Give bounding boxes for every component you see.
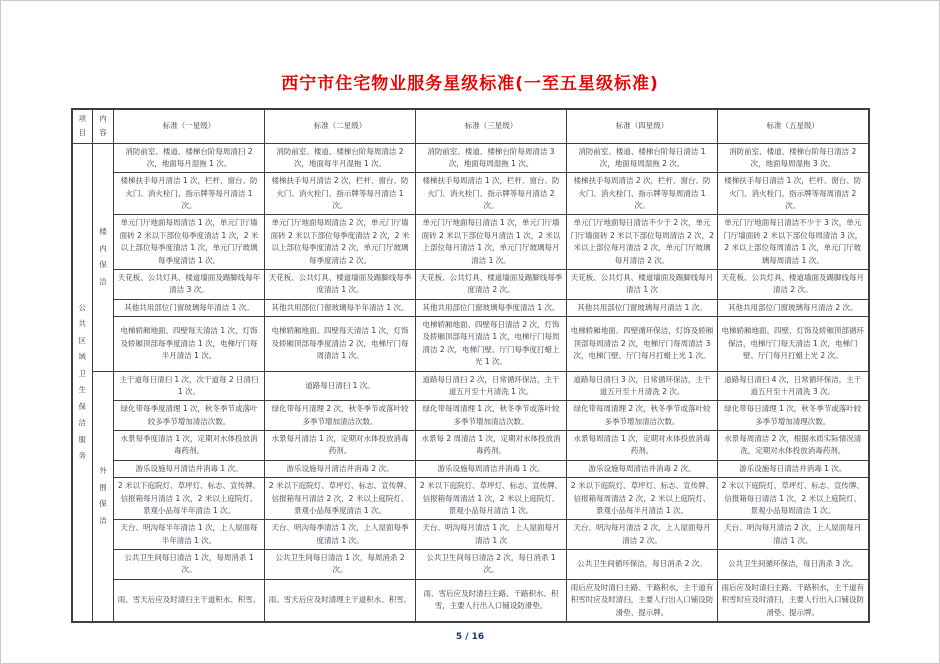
standard-cell: 天花板、公共灯具、楼道墙面及踢脚线每月清洁 1 次 bbox=[567, 269, 718, 299]
table-row bbox=[72, 478, 869, 520]
standard-cell: 2 米以下庭院灯、草坪灯、标志、宣传牌、信报箱每周清洁 1 次，2 米以上庭院灯、景观小品每月清洁 1 次。 bbox=[416, 478, 567, 520]
standard-cell: 其他共用部位门窗玻璃每季度清洁 1 次。 bbox=[416, 299, 567, 316]
table-row bbox=[72, 173, 869, 215]
standard-cell: 单元门厅地面每周清洁 2 次，单元门厅墙面砖 2 米以下部位每季度清洁 2 次，2 米以上部位每季度清洁 2 次，单元门厅玻璃每季度清洁 2 次。 bbox=[265, 215, 416, 270]
table-row bbox=[72, 317, 869, 372]
standard-cell: 单元门厅地面每日清洁 1 次，单元门厅墙面砖 2 米以下部位每月清洁 1 次，2 米以上部位每月清洁 1 次，单元门厅玻璃每月清洁 1 次。 bbox=[416, 215, 567, 270]
standard-cell: 天台、明沟每月清洁 2 次，上人屋面每月清洁 1 次。 bbox=[718, 520, 869, 550]
standard-cell: 雨、雪后应及时清扫主路、干路积水、积雪，主要人行出入口铺设防滑垫。 bbox=[416, 579, 567, 622]
document-title: 西宁市住宅物业服务星级标准(一至五星级标准) bbox=[281, 74, 659, 94]
standard-cell: 消防前室、楼道、楼梯台阶每日清洁 2 次，地面每周湿拖 3 次。 bbox=[718, 143, 869, 173]
standard-cell: 雨后应及时清扫主路、干路积水，主干道有积雪时应及时清扫，主要人行出入口铺设防滑垫、提示牌。 bbox=[718, 579, 869, 622]
standard-cell: 消防前室、楼道、楼梯台阶每日清洁 1 次，地面每周湿拖 2 次。 bbox=[567, 143, 718, 173]
standard-cell: 电梯轿厢地面、四壁每天清洁 1 次，灯饰及轿厢顶部每季度清洁 1 次，电梯厅门每半月清洁 1 次。 bbox=[114, 317, 265, 372]
standards-table bbox=[71, 108, 870, 623]
standard-cell: 电梯轿厢地面、四壁每天清洁 1 次，灯饰及轿厢顶部每季度清洁 2 次，电梯厅门每周清洁 1 次。 bbox=[265, 317, 416, 372]
standard-cell: 公共卫生间每日清洁 1 次，每周消杀 2 次。 bbox=[265, 550, 416, 580]
page-number: 5 / 16 bbox=[455, 631, 485, 642]
header-star2: 标准（二星级） bbox=[265, 109, 416, 143]
standard-cell: 水景每周清洁 1 次，定期对水体投放消毒药剂。 bbox=[567, 431, 718, 461]
standard-cell: 天台、明沟每季清洁 1 次，上人屋面每季度清洁 1 次。 bbox=[265, 520, 416, 550]
standard-cell: 其他共用部位门窗玻璃每年清洁 1 次。 bbox=[114, 299, 265, 316]
standard-cell: 公共卫生间循环保洁，每日消杀 3 次。 bbox=[718, 550, 869, 580]
standard-cell: 楼梯扶手每日清洁 1 次，栏杆、窗台、防火门、消火栓门、指示牌等每周清洁 2 次。 bbox=[718, 173, 869, 215]
standard-cell: 水景每 2 周清洁 1 次，定期对水体投放消毒药剂。 bbox=[416, 431, 567, 461]
table-row bbox=[72, 550, 869, 580]
header-star4: 标准（四星级） bbox=[567, 109, 718, 143]
standard-cell: 绿化带每季度清理 1 次，秋冬季节或落叶较多季节增加清洁次数。 bbox=[114, 401, 265, 431]
standard-cell: 绿化带每周清理 1 次，秋冬季节或落叶较多季节增加清洁次数。 bbox=[416, 401, 567, 431]
standard-cell: 楼梯扶手每周清洁 2 次，栏杆、窗台、防火门、消火栓门、指示牌等每周清洁 1 次。 bbox=[567, 173, 718, 215]
standard-cell: 雨、雪天后应及时清理主干道积水、积雪。 bbox=[265, 579, 416, 622]
standard-cell: 消防前室、楼道、楼梯台阶每周清洁 3 次，地面每周湿拖 1 次。 bbox=[416, 143, 567, 173]
section-label-cell-indoor bbox=[93, 143, 114, 371]
standard-cell: 电梯轿厢地面、四壁循环保洁，灯饰及轿厢顶部每周清洁 2 次，电梯厅门每周清洁 3 次，电梯门壁、厅门每月打蜡上光 1 次。 bbox=[567, 317, 718, 372]
table-row bbox=[72, 520, 869, 550]
project-label-cell bbox=[72, 143, 93, 622]
header-star1: 标准（一星级） bbox=[114, 109, 265, 143]
standard-cell: 消防前室、楼道、楼梯台阶每周清扫 2 次，地面每月湿拖 1 次。 bbox=[114, 143, 265, 173]
table-row bbox=[72, 579, 869, 622]
standard-cell: 天花板、公共灯具、楼道墙面及踢脚线每季度清洁 2 次。 bbox=[416, 269, 567, 299]
standard-cell: 游乐设施每月清洁并消毒 1 次。 bbox=[114, 460, 265, 477]
project-label: 公共区域卫生保洁服务 bbox=[78, 302, 86, 461]
table-row bbox=[72, 401, 869, 431]
standard-cell: 水景每周清洁 2 次，根据水质实际情况清洗，定期对水体投放消毒药剂。 bbox=[718, 431, 869, 461]
standard-cell: 道路每日清扫 1 次。 bbox=[265, 371, 416, 401]
standard-cell: 2 米以下庭院灯、草坪灯、标志、宣传牌、信报箱每月清洁 2 次，2 米以上庭院灯、景观小品每季度清洁 1 次。 bbox=[265, 478, 416, 520]
standard-cell: 其他共用部位门窗玻璃每月清洁 1 次。 bbox=[567, 299, 718, 316]
standard-cell: 公共卫生间循环保洁，每日消杀 2 次。 bbox=[567, 550, 718, 580]
table-row bbox=[72, 143, 869, 173]
table-row bbox=[72, 371, 869, 401]
standard-cell: 绿化带每月清理 2 次，秋冬季节或落叶较多季节增加清洁次数。 bbox=[265, 401, 416, 431]
standard-cell: 天台、明沟每半年清洁 1 次，上人屋面每半年清洁 1 次。 bbox=[114, 520, 265, 550]
standard-cell: 2 米以下庭院灯、草坪灯、标志、宣传牌、信报箱每周清洁 2 次，2 米以上庭院灯、景观小品每半月清洁 1 次。 bbox=[567, 478, 718, 520]
section-label-outdoor: 外围保洁 bbox=[99, 466, 107, 525]
standard-cell: 游乐设施每周清洁并消毒 2 次。 bbox=[567, 460, 718, 477]
table-row bbox=[72, 460, 869, 477]
standard-cell: 天花板、公共灯具、楼道墙面及踢脚线每季度清洁 1 次。 bbox=[265, 269, 416, 299]
standard-cell: 2 米以下庭院灯、草坪灯、标志、宣传牌、信报箱每日清洁 1 次，2 米以上庭院灯、景观小品每周清洁 1 次。 bbox=[718, 478, 869, 520]
standard-cell: 公共卫生间每日清洁 2 次，每日消杀 1 次。 bbox=[416, 550, 567, 580]
standard-cell: 其他共用部位门窗玻璃每月清洁 2 次。 bbox=[718, 299, 869, 316]
standard-cell: 楼梯扶手每月清洁 2 次，栏杆、窗台、防火门、消火栓门、指示牌等每月清洁 1 次。 bbox=[265, 173, 416, 215]
standard-cell: 其他共用部位门窗玻璃每半年清洁 1 次。 bbox=[265, 299, 416, 316]
standard-cell: 2 米以下庭院灯、草坪灯、标志、宣传牌、信报箱每月清洁 1 次，2 米以上庭院灯、景观小品每半年清洁 1 次。 bbox=[114, 478, 265, 520]
standard-cell: 绿化带每日清理 1 次，秋冬季节或落叶较多季节增加清理次数。 bbox=[718, 401, 869, 431]
standard-cell: 单元门厅地面每周清洁 1 次，单元门厅墙面砖 2 米以下部位每季度清洁 1 次，2 米以上部位每季度清洁 1 次，单元门厅玻璃每季度清洁 1 次。 bbox=[114, 215, 265, 270]
header-project-label: 项目 bbox=[78, 114, 86, 138]
header-row bbox=[72, 109, 869, 143]
standard-cell: 消防前室、楼道、楼梯台阶每周清洁 2 次，地面每半月湿拖 1 次。 bbox=[265, 143, 416, 173]
header-content bbox=[93, 109, 114, 143]
standard-cell: 天台、明沟每月清洁 2 次，上人屋面每月清洁 2 次。 bbox=[567, 520, 718, 550]
standard-cell: 道路每日清扫 3 次，日常循环保洁，主干道五月至十月清洗 2 次。 bbox=[567, 371, 718, 401]
standard-cell: 雨、雪天后应及时清扫主干道积水、积雪。 bbox=[114, 579, 265, 622]
standard-cell: 楼梯扶手每周清洁 1 次，栏杆、窗台、防火门、消火栓门、指示牌等每月清洁 2 次。 bbox=[416, 173, 567, 215]
table-row bbox=[72, 269, 869, 299]
standard-cell: 游乐设施每周清洁并消毒 1 次。 bbox=[416, 460, 567, 477]
standard-cell: 绿化带每周清理 2 次，秋冬季节或落叶较多季节增加清洁次数。 bbox=[567, 401, 718, 431]
standard-cell: 水景每月清洁 1 次，定期对水体投放消毒药剂。 bbox=[265, 431, 416, 461]
standard-cell: 单元门厅地面每日清洁不少于 2 次，单元门厅墙面砖 2 米以下部位每周清洁 2 次，2 米以上部位每月清洁 2 次，单元门厅玻璃每月清洁 2 次。 bbox=[567, 215, 718, 270]
standard-cell: 楼梯扶手每月清洁 1 次，栏杆、窗台、防火门、消火栓门、指示牌等每月清洁 1 次。 bbox=[114, 173, 265, 215]
standard-cell: 天台、明沟每月清洁 1 次，上人屋面每月清洁 1 次 bbox=[416, 520, 567, 550]
standard-cell: 电梯轿厢地面、四壁每日清洁 2 次，灯饰及轿厢顶部每月清洁 1 次，电梯厅门每周清洁 2 次，电梯门壁、厅门每季度打蜡上光 1 次。 bbox=[416, 317, 567, 372]
table-row bbox=[72, 299, 869, 316]
standard-cell: 游乐设施每月清洁并消毒 2 次。 bbox=[265, 460, 416, 477]
standard-cell: 电梯轿厢地面、四壁、灯饰及轿厢顶部循环保洁，电梯厅门每天清洁 1 次，电梯门壁、厅门每月打蜡上光 2 次。 bbox=[718, 317, 869, 372]
table-row bbox=[72, 431, 869, 461]
standard-cell: 天花板、公共灯具、楼道墙面及踢脚线每月清洁 2 次。 bbox=[718, 269, 869, 299]
table-row bbox=[72, 215, 869, 270]
standard-cell: 道路每日清扫 2 次，日常循环保洁，主干道五月至十月清洗 1 次。 bbox=[416, 371, 567, 401]
standard-cell: 天花板、公共灯具、楼道墙面及踢脚线每年清洁 3 次。 bbox=[114, 269, 265, 299]
section-label-cell-outdoor bbox=[93, 371, 114, 622]
standard-cell: 公共卫生间每日清洁 1 次，每周消杀 1 次。 bbox=[114, 550, 265, 580]
standard-cell: 道路每日清扫 4 次，日常循环保洁，主干道五月至十月清洗 3 次。 bbox=[718, 371, 869, 401]
standard-cell: 主干道每日清扫 1 次，次干道每 2 日清扫 1 次。 bbox=[114, 371, 265, 401]
header-project bbox=[72, 109, 93, 143]
header-content-label: 内容 bbox=[99, 114, 107, 138]
standard-cell: 水景每季度清洁 1 次，定期对水体投放消毒药剂。 bbox=[114, 431, 265, 461]
section-label-indoor: 楼内保洁 bbox=[99, 227, 107, 286]
standard-cell: 单元门厅地面每日清洁不少于 3 次，单元门厅墙面砖 2 米以下部位每周清洁 3 次，2 米以上部位每周清洁 1 次，单元门厅玻璃每周清洁 1 次。 bbox=[718, 215, 869, 270]
standard-cell: 游乐设施每日清洁并消毒 1 次。 bbox=[718, 460, 869, 477]
header-star5: 标准（五星级） bbox=[718, 109, 869, 143]
header-star3: 标准（三星级） bbox=[416, 109, 567, 143]
standard-cell: 雨后应及时清扫主路、干路积水，主干道有积雪时应及时清扫，主要人行出入口铺设防滑垫、提示牌。 bbox=[567, 579, 718, 622]
